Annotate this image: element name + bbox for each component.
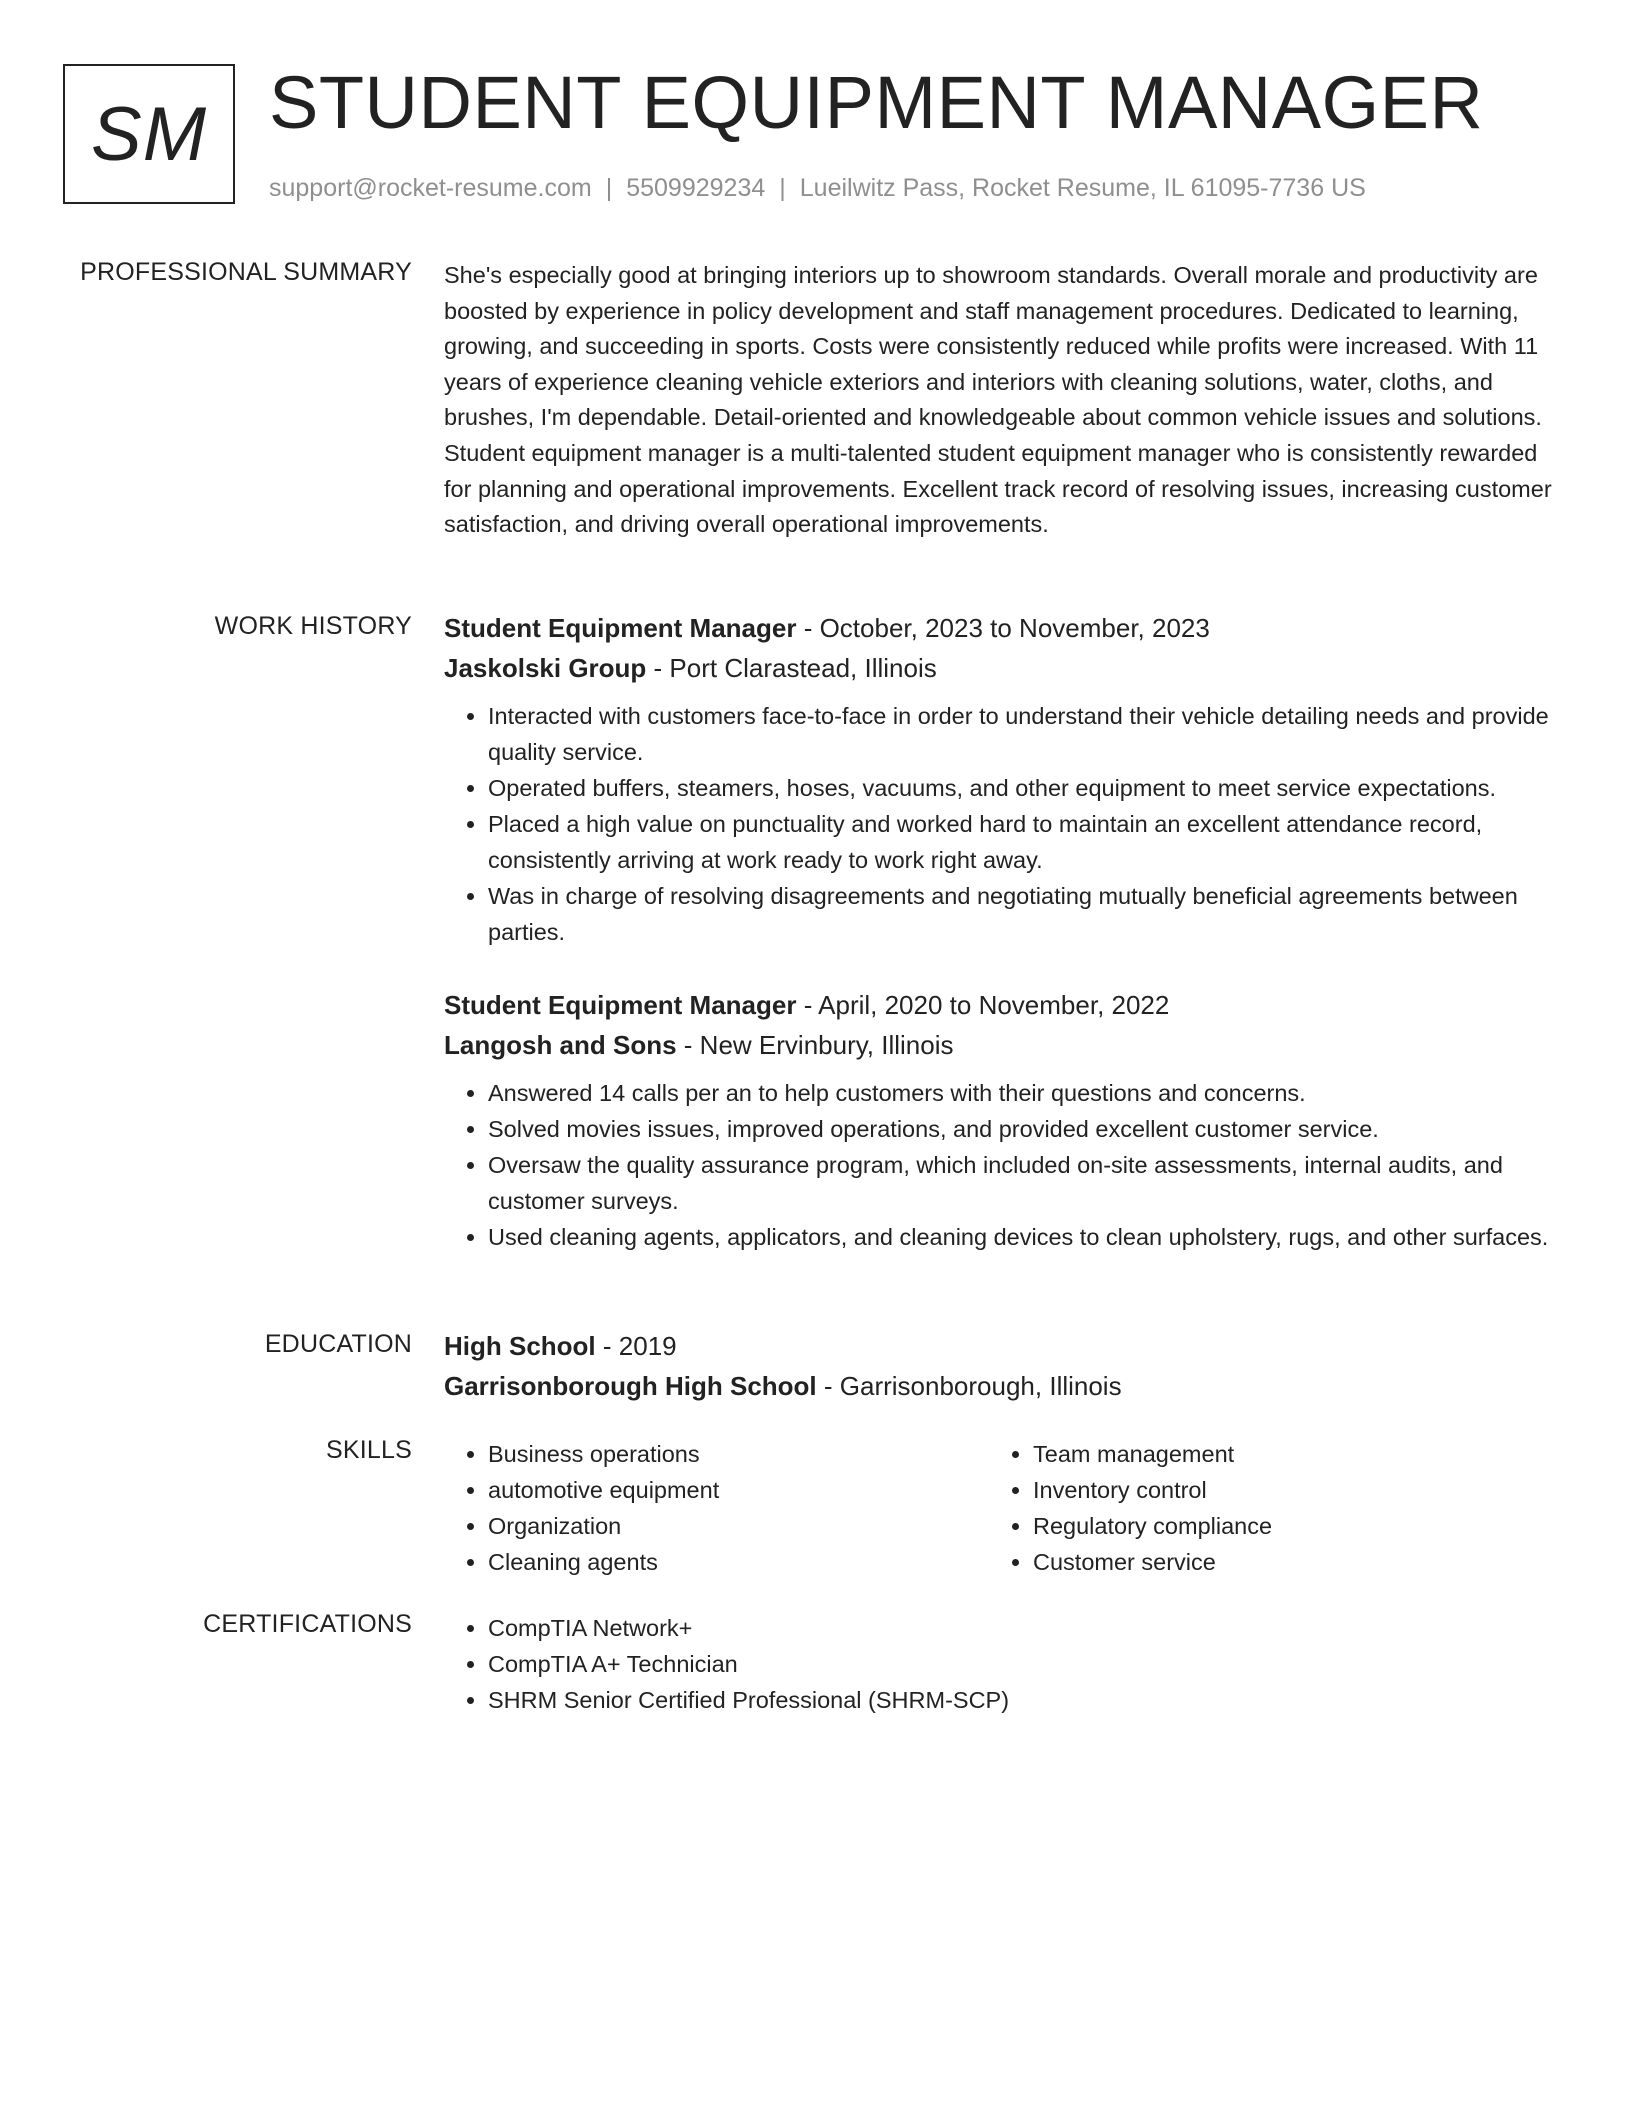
- skills-column-right: [989, 1436, 1534, 1580]
- education-year: - 2019: [595, 1331, 677, 1361]
- section-label-skills: SKILLS: [326, 1436, 412, 1464]
- job-entry: [444, 985, 1554, 1255]
- education-degree: High School: [444, 1331, 596, 1361]
- job-company-line: [444, 648, 1554, 688]
- job-entry: [444, 608, 1554, 950]
- skill-item: • automotive equipment: [488, 1472, 989, 1508]
- job-company: Jaskolski Group: [444, 653, 647, 683]
- job-title: Student Equipment Manager: [444, 990, 797, 1020]
- certification-item: • CompTIA Network+: [488, 1610, 1554, 1646]
- job-title-line: [444, 608, 1554, 648]
- education-location: - Garrisonborough, Illinois: [816, 1371, 1122, 1401]
- skill-item: • Organization: [488, 1508, 989, 1544]
- skill-item: • Business operations: [488, 1436, 989, 1472]
- job-company: Langosh and Sons: [444, 1030, 677, 1060]
- monogram-badge: SM: [63, 64, 235, 204]
- job-title: Student Equipment Manager: [444, 613, 797, 643]
- skill-item: • Customer service: [1033, 1544, 1534, 1580]
- certifications-list: [444, 1610, 1554, 1718]
- skills-grid: [444, 1436, 1554, 1580]
- certification-item: • CompTIA A+ Technician: [488, 1646, 1554, 1682]
- contact-phone[interactable]: 5509929234: [626, 174, 766, 202]
- job-bullet: • Was in charge of resolving disagreements and negotiating mutually beneficial agreements between parties.: [488, 878, 1554, 950]
- education-degree-line: [444, 1326, 1554, 1366]
- job-bullet: • Solved movies issues, improved operations, and provided excellent customer service.: [488, 1111, 1554, 1147]
- summary-text: She's especially good at bringing interiors up to showroom standards. Overall morale and productivity are boosted by experience in policy development and staff management procedures. Dedicated to learning, growing, and succeeding in sports. Costs were consistently reduced while profits were increased. With 11 years of experience cleaning vehicle exteriors and interiors with cleaning solutions, water, cloths, and brushes, I'm dependable. Detail-oriented and knowledgeable about common vehicle issues and solutions. Student equipment manager is a multi-talented student equipment manager who is consistently rewarded for planning and operational improvements. Excellent track record of resolving issues, increasing customer satisfaction, and driving overall operational improvements.: [444, 262, 1552, 538]
- section-label-education: EDUCATION: [264, 1330, 412, 1358]
- skill-item: • Inventory control: [1033, 1472, 1534, 1508]
- certification-item: • SHRM Senior Certified Professional (SHRM-SCP): [488, 1682, 1554, 1718]
- job-bullets: [444, 698, 1554, 950]
- skill-item: • Team management: [1033, 1436, 1534, 1472]
- job-bullets: [444, 1075, 1554, 1255]
- section-label-work-history: WORK HISTORY: [214, 612, 412, 640]
- contact-line: [269, 174, 1366, 203]
- contact-separator: |: [605, 174, 613, 202]
- section-label-certifications: CERTIFICATIONS: [203, 1610, 412, 1638]
- resume-header: [63, 61, 1572, 209]
- job-location: - New Ervinbury, Illinois: [676, 1030, 954, 1060]
- section-label-summary: PROFESSIONAL SUMMARY: [80, 258, 412, 286]
- job-bullet: • Operated buffers, steamers, hoses, vacuums, and other equipment to meet service expectations.: [488, 770, 1554, 806]
- job-bullet: • Used cleaning agents, applicators, and cleaning devices to clean upholstery, rugs, and other surfaces.: [488, 1219, 1554, 1255]
- contact-address: Lueilwitz Pass, Rocket Resume, IL 61095-7736 US: [799, 174, 1366, 202]
- education-school-line: [444, 1366, 1554, 1406]
- job-location: - Port Clarastead, Illinois: [646, 653, 937, 683]
- contact-email[interactable]: support@rocket-resume.com: [269, 174, 592, 202]
- skill-item: • Regulatory compliance: [1033, 1508, 1534, 1544]
- job-bullet: • Placed a high value on punctuality and worked hard to maintain an excellent attendance record, consistently arriving at work ready to work right away.: [488, 806, 1554, 878]
- job-title-line: [444, 985, 1554, 1025]
- resume-name-title: STUDENT EQUIPMENT MANAGER: [269, 61, 1484, 144]
- contact-separator: |: [779, 174, 786, 202]
- job-bullet: • Answered 14 calls per an to help customers with their questions and concerns.: [488, 1075, 1554, 1111]
- job-bullet: • Interacted with customers face-to-face in order to understand their vehicle detailing needs and provide quality service.: [488, 698, 1554, 770]
- job-company-line: [444, 1025, 1554, 1065]
- job-bullet: • Oversaw the quality assurance program, which included on-site assessments, internal audits, and customer surveys.: [488, 1147, 1554, 1219]
- job-dates: - April, 2020 to November, 2022: [796, 990, 1170, 1020]
- skills-column-left: [444, 1436, 989, 1580]
- job-dates: - October, 2023 to November, 2023: [796, 613, 1210, 643]
- skill-item: • Cleaning agents: [488, 1544, 989, 1580]
- education-school: Garrisonborough High School: [444, 1371, 817, 1401]
